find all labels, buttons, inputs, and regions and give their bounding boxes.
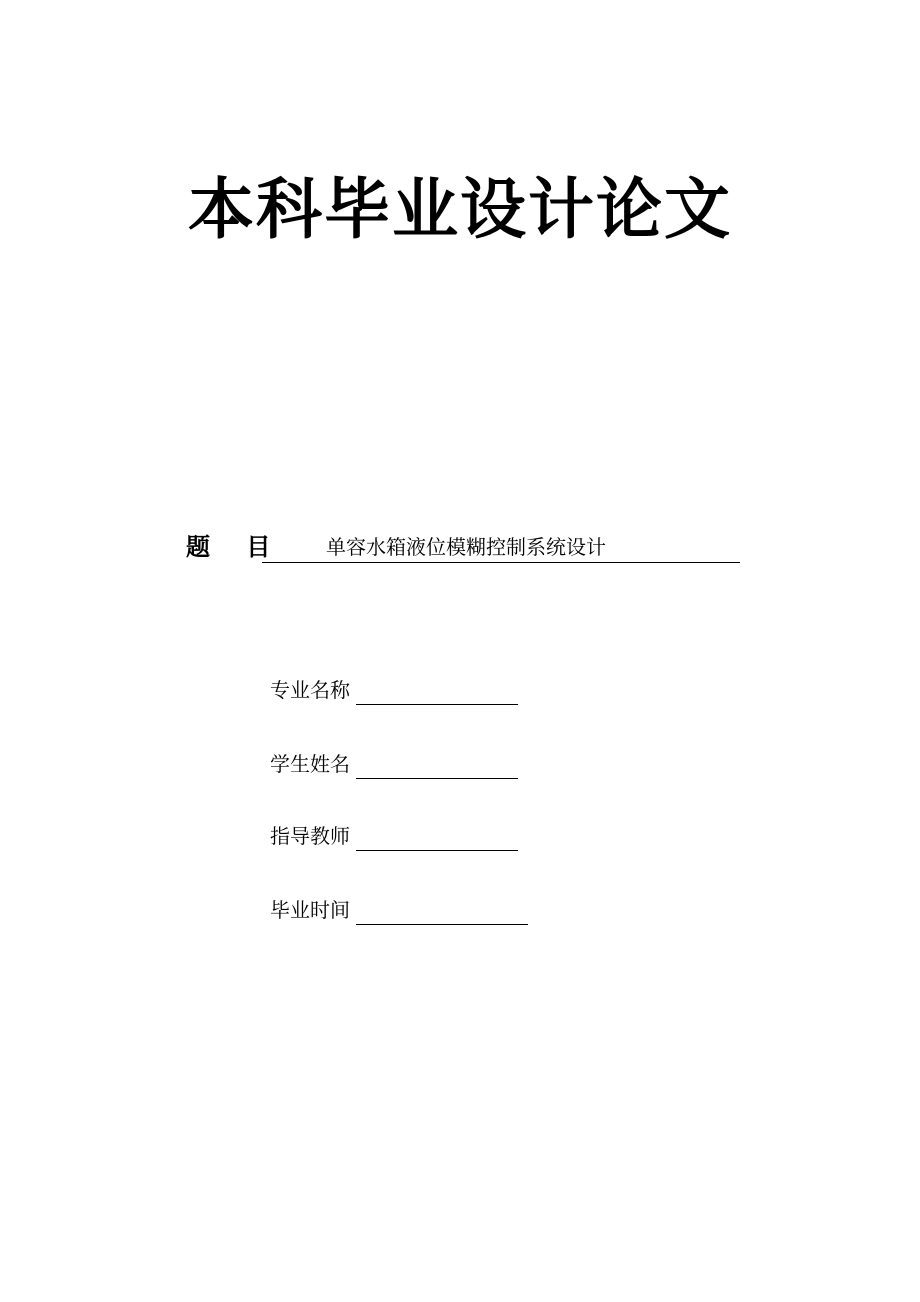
student-name-row — [270, 746, 570, 782]
cover-title: 本科毕业设计论文 — [188, 171, 732, 248]
advisor-row — [270, 818, 570, 854]
topic-value: 单容水箱液位模糊控制系统设计 — [326, 535, 606, 559]
graduation-time-value-line — [356, 924, 528, 925]
graduation-time-row — [270, 892, 570, 928]
advisor-value-line — [356, 850, 518, 851]
topic-field — [262, 530, 740, 563]
topic-label: 题 目 — [186, 533, 285, 561]
major-label: 专业名称 — [270, 678, 350, 702]
student-name-value-line — [356, 778, 518, 779]
advisor-label: 指导教师 — [270, 824, 350, 848]
major-row — [270, 672, 570, 708]
student-name-label: 学生姓名 — [270, 752, 350, 776]
major-value-line — [356, 704, 518, 705]
graduation-time-label: 毕业时间 — [270, 898, 350, 922]
topic-row — [186, 530, 746, 564]
